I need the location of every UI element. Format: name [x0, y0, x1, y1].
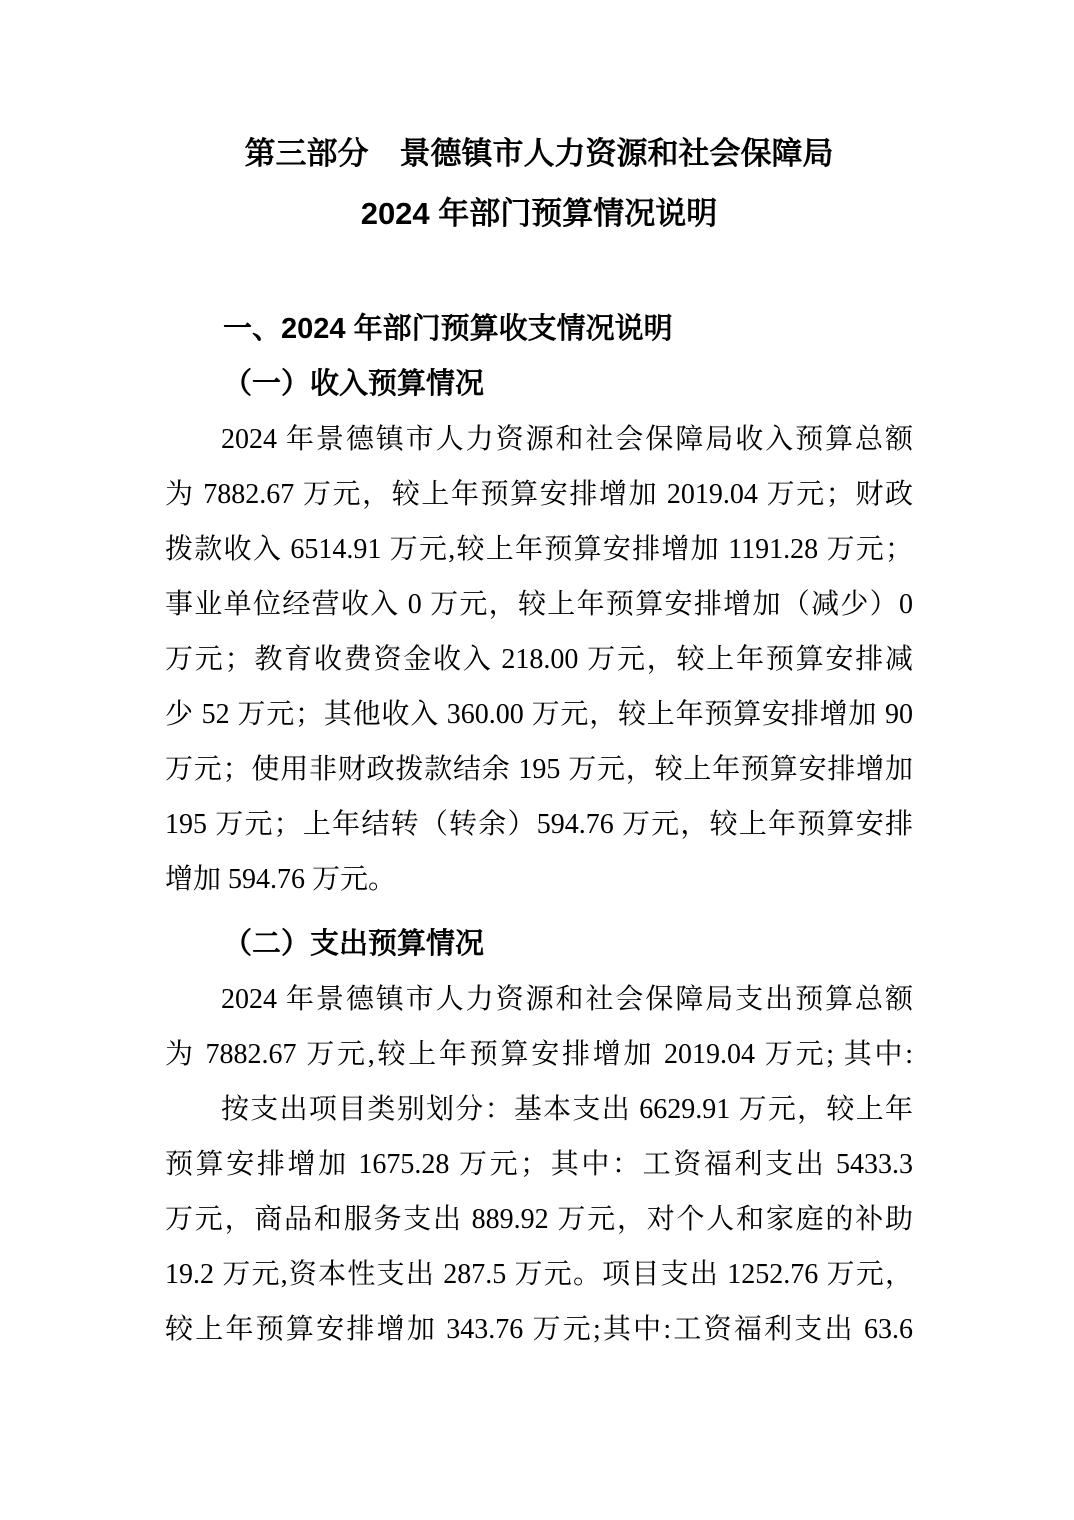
- body-line: 按支出项目类别划分：基本支出 6629.91 万元，较上年: [221, 1094, 913, 1125]
- body-line: 较上年预算安排增加 343.76 万元;其中:工资福利支出 63.6: [165, 1314, 913, 1345]
- section-1-heading: 一、2024 年部门预算收支情况说明: [223, 313, 673, 345]
- body-line: 195 万元；上年结转（转余）594.76 万元，较上年预算安排: [165, 809, 913, 840]
- body-line: 为 7882.67 万元，较上年预算安排增加 2019.04 万元；财政: [165, 479, 913, 510]
- subsection-expenditure-heading: （二）支出预算情况: [223, 928, 485, 960]
- expenditure-paragraph-1: [165, 972, 913, 1082]
- subsection-income-heading: （一）收入预算情况: [223, 368, 485, 400]
- part-title-line-2: 2024 年部门预算情况说明: [360, 196, 718, 231]
- body-line: 为 7882.67 万元,较上年预算安排增加 2019.04 万元; 其中:: [165, 1039, 913, 1070]
- body-line: 事业单位经营收入 0 万元，较上年预算安排增加（减少）0: [165, 589, 913, 620]
- body-line: 预算安排增加 1675.28 万元；其中：工资福利支出 5433.3: [165, 1149, 913, 1180]
- body-line: 少 52 万元；其他收入 360.00 万元，较上年预算安排增加 90: [165, 699, 913, 730]
- part-title-line-1: 第三部分 景德镇市人力资源和社会保障局: [244, 136, 834, 171]
- body-line: 增加 594.76 万元。: [165, 864, 397, 895]
- body-line: 万元；使用非财政拨款结余 195 万元，较上年预算安排增加: [165, 754, 913, 785]
- body-line: 2024 年景德镇市人力资源和社会保障局支出预算总额: [221, 984, 913, 1015]
- income-paragraph: [165, 412, 913, 907]
- title-spacer: [165, 244, 913, 302]
- body-line: 万元，商品和服务支出 889.92 万元，对个人和家庭的补助: [165, 1204, 913, 1235]
- body-line: 19.2 万元,资本性支出 287.5 万元。项目支出 1252.76 万元，: [165, 1259, 913, 1290]
- body-line: 万元；教育收费资金收入 218.00 万元，较上年预算安排减: [165, 644, 913, 675]
- body-line: 2024 年景德镇市人力资源和社会保障局收入预算总额: [221, 424, 913, 455]
- expenditure-paragraph-2: [165, 1082, 913, 1357]
- body-line: 拨款收入 6514.91 万元,较上年预算安排增加 1191.28 万元；: [165, 534, 913, 565]
